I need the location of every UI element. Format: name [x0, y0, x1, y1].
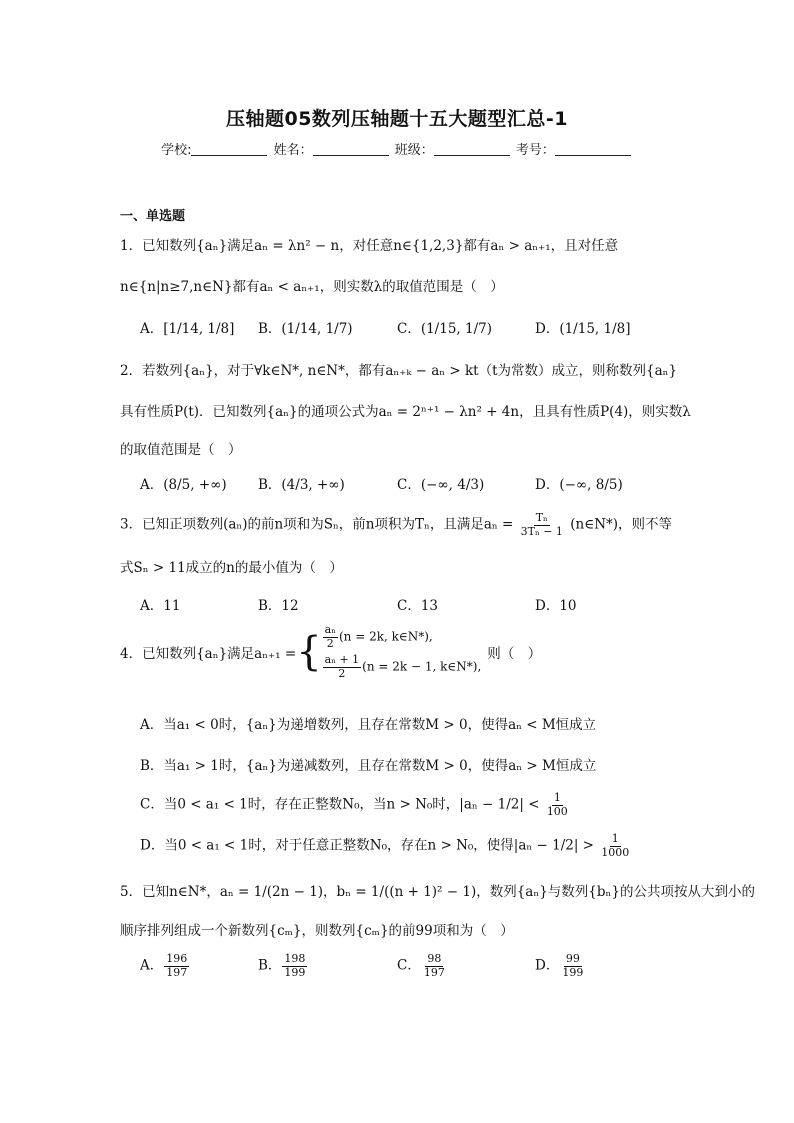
q5-option-a-label: A．: [140, 957, 164, 974]
q4-option-d: [140, 833, 632, 859]
q5-option-b-label: B．: [258, 957, 282, 974]
q3-fraction: [519, 512, 565, 538]
q5-option-d-label: D．: [535, 957, 560, 974]
q2-option-d: D．(−∞, 8/5): [535, 477, 623, 493]
number-blank[interactable]: [555, 142, 631, 156]
q2-line3: 的取值范围是（ ）: [120, 442, 242, 458]
q4-option-a: A．当a₁ < 0时，{aₙ}为递增数列，且存在常数M > 0，使得aₙ < M恒成立: [140, 717, 597, 733]
q1-option-d: D．(1/15, 1/8]: [535, 321, 631, 337]
q4-lead: 4．已知数列{aₙ}满足aₙ₊₁ =: [120, 646, 297, 663]
q2-line2: 具有性质P(t)．已知数列{aₙ}的通项公式为aₙ = 2ⁿ⁺¹ − λn² + 4n，且具有性质P(4)，则实数λ: [120, 404, 691, 420]
q4-case1: [322, 624, 482, 650]
q3-option-d: D．10: [535, 598, 577, 614]
q1-line2: n∈{n|n≥7,n∈N}都有aₙ < aₙ₊₁，则实数λ的取值范围是（ ）: [120, 279, 504, 295]
q3-option-c: C．13: [397, 598, 439, 614]
q4-case1-cond: (n = 2k, k∈N*),: [338, 629, 433, 644]
q3-option-a: A．11: [140, 598, 181, 614]
page-title: 压轴题05数列压轴题十五大题型汇总-1: [225, 108, 569, 130]
number-label: 考号：: [515, 143, 555, 158]
q4-case2: [322, 654, 482, 680]
q5-option-b: [258, 953, 308, 979]
q1-line1: 1．已知数列{aₙ}满足aₙ = λn² − n，对任意n∈{1,2,3}都有aₙ > aₙ₊₁，且对任意: [120, 238, 619, 254]
q5-option-a-num: 196: [166, 952, 188, 965]
q3-line1: [120, 512, 672, 538]
q5-option-a: [140, 953, 190, 979]
q1-option-a: A．[1/14, 1/8]: [140, 321, 235, 337]
q4-option-d-num: 1: [611, 832, 619, 845]
q3-option-b: B．12: [258, 598, 299, 614]
q4-tail: 则（ ）: [487, 646, 542, 663]
q2-line1: 2．若数列{aₙ}，对于∀k∈N*, n∈N*，都有aₙ₊ₖ − aₙ > kt（t为常数）成立，则称数列{aₙ}: [120, 363, 678, 379]
q4-case2-num: aₙ + 1: [324, 653, 360, 667]
q5-option-c-num: 98: [427, 952, 442, 965]
q5-option-d-num: 99: [565, 952, 580, 965]
class-label: 班级：: [394, 143, 434, 158]
name-label: 姓名：: [273, 143, 313, 158]
q3-text-a: 3．已知正项数列(aₙ)的前n项和为Sₙ，前n项积为Tₙ，且满足aₙ =: [120, 516, 514, 533]
q5-line2: 顺序排列组成一个新数列{cₘ}，则数列{cₘ}的前99项和为（ ）: [120, 923, 514, 939]
section-heading: 一、单选题: [120, 209, 186, 224]
q5-option-c: [397, 953, 448, 979]
q2-option-b: B．(4/3, +∞): [258, 477, 345, 493]
q2-option-c: C．(−∞, 4/3): [397, 477, 485, 493]
q2-option-a: A．(8/5, +∞): [140, 477, 227, 493]
q3-line2: 式Sₙ > 11成立的n的最小值为（ ）: [120, 560, 343, 576]
q4-option-c-text: C．当0 < a₁ < 1时，存在正整数N₀，当n > N₀时，|aₙ − 1/2| <: [140, 796, 540, 813]
q5-option-c-label: C．: [397, 957, 421, 974]
school-label: 学校:: [161, 143, 192, 158]
q1-option-c: C．(1/15, 1/7): [397, 321, 492, 337]
class-blank[interactable]: [434, 142, 510, 156]
q5-option-d: [535, 953, 586, 979]
q5-option-a-den: 197: [166, 965, 188, 979]
q4-case1-num: aₙ: [324, 623, 336, 636]
q4-option-c-num: 1: [553, 791, 561, 804]
name-blank[interactable]: [313, 142, 389, 156]
q4-brace: {: [296, 629, 322, 676]
q5-option-b-den: 199: [284, 965, 306, 979]
q5-option-d-den: 199: [562, 965, 584, 979]
q1-option-b: B．(1/14, 1/7): [258, 321, 353, 337]
q4-option-c: [140, 792, 571, 818]
q5-line1: 5．已知n∈N*，aₙ = 1/(2n − 1)，bₙ = 1/((n + 1)² − 1)，数列{aₙ}与数列{bₙ}的公共项按从大到小的: [120, 884, 755, 900]
q4-option-d-text: D．当0 < a₁ < 1时，对于任意正整数N₀，存在n > N₀，使得|aₙ − 1/2| >: [140, 837, 594, 854]
q4-stem: [120, 624, 541, 681]
q5-option-c-den: 197: [423, 965, 445, 979]
q4-option-c-den: 100: [546, 804, 568, 818]
q3-text-b: (n∈N*)，则不等: [570, 516, 673, 533]
q4-case2-den: 2: [338, 666, 346, 680]
q3-frac-num: Tₙ: [535, 511, 548, 524]
student-info: [0, 139, 794, 158]
q4-option-d-den: 1000: [601, 845, 630, 859]
q4-option-b: B．当a₁ > 1时，{aₙ}为递减数列，且存在常数M > 0，使得aₙ > M恒成立: [140, 758, 597, 774]
q3-frac-den: 3Tₙ − 1: [520, 524, 563, 538]
q4-cases: [322, 624, 482, 681]
q4-case1-den: 2: [326, 636, 334, 650]
school-blank[interactable]: [191, 142, 267, 156]
q4-case2-cond: (n = 2k − 1, k∈N*),: [362, 659, 482, 674]
q5-option-b-num: 198: [284, 952, 306, 965]
